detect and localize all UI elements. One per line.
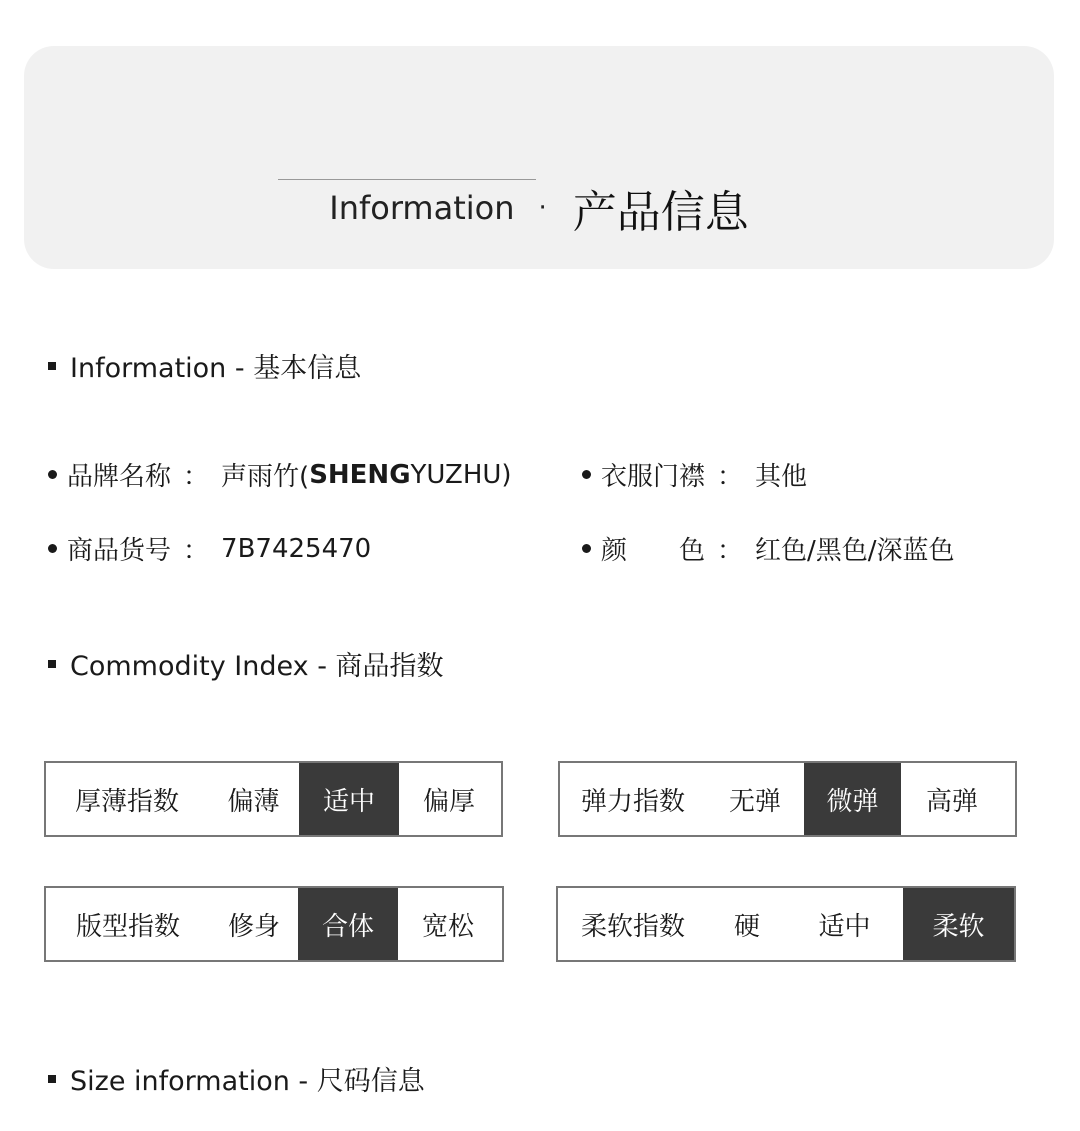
index-softness-option-3: 柔软 [903,888,1014,960]
index-elasticity-option-3: 高弹 [925,786,978,817]
index-thickness-option-1: 偏薄 [227,786,280,817]
header-separator: · [538,193,547,223]
header-underline [278,179,536,180]
section-title-commodity-text: Commodity Index - 商品指数 [70,651,444,682]
info-brand-value-prefix: 声雨竹( [221,462,310,492]
info-placket-label: 衣服门襟 [601,462,706,492]
square-bullet-icon [48,362,56,370]
info-brand [48,456,512,493]
index-softness-option-2: 适中 [818,911,871,942]
info-brand-value-bold: SHENG [309,459,411,490]
info-color-value: 红色/黑色/深蓝色 [755,536,955,566]
index-elasticity-option-2: 微弹 [804,763,901,835]
index-softness-label: 柔软指数 [580,911,685,942]
index-elasticity-label: 弹力指数 [580,786,685,817]
index-thickness [44,761,503,837]
index-thickness-option-2: 适中 [299,763,399,835]
section-title-basic-text: Information - 基本信息 [70,353,362,384]
info-item-no-label: 商品货号 [67,536,172,566]
index-elasticity [558,761,1017,837]
index-softness-option-1: 硬 [733,911,760,942]
info-item-no-value: 7B7425470 [221,533,372,564]
info-placket [582,456,807,493]
bullet-dot-icon [582,470,591,479]
header-title-cn: 产品信息 [572,187,749,238]
index-fit-label: 版型指数 [75,911,180,942]
index-fit-option-2: 合体 [298,888,398,960]
bullet-dot-icon [48,470,57,479]
index-fit [44,886,504,962]
section-title-size-text: Size information - 尺码信息 [70,1066,425,1097]
info-color [582,530,955,567]
section-title-commodity [48,644,444,683]
bullet-dot-icon [582,544,591,553]
info-placket-value: 其他 [755,462,808,492]
info-brand-label: 品牌名称 [67,462,172,492]
info-colon: ： [717,462,744,492]
square-bullet-icon [48,1075,56,1083]
bullet-dot-icon [48,544,57,553]
info-colon: ： [183,462,210,492]
section-title-size [48,1059,425,1098]
index-thickness-label: 厚薄指数 [74,786,179,817]
info-colon: ： [717,536,744,566]
info-item-no [48,530,371,567]
header-title [24,176,1054,240]
info-brand-value-suffix: YUZHU) [410,459,512,490]
section-title-basic [48,346,361,385]
index-elasticity-option-1: 无弹 [728,786,781,817]
header-card [24,46,1054,269]
index-softness [556,886,1016,962]
square-bullet-icon [48,660,56,668]
index-fit-option-3: 宽松 [421,911,474,942]
info-colon: ： [183,536,210,566]
index-fit-option-1: 修身 [227,911,280,942]
info-color-label: 颜色 [601,536,705,566]
index-thickness-option-3: 偏厚 [422,786,475,817]
header-title-en: Information [329,189,515,227]
